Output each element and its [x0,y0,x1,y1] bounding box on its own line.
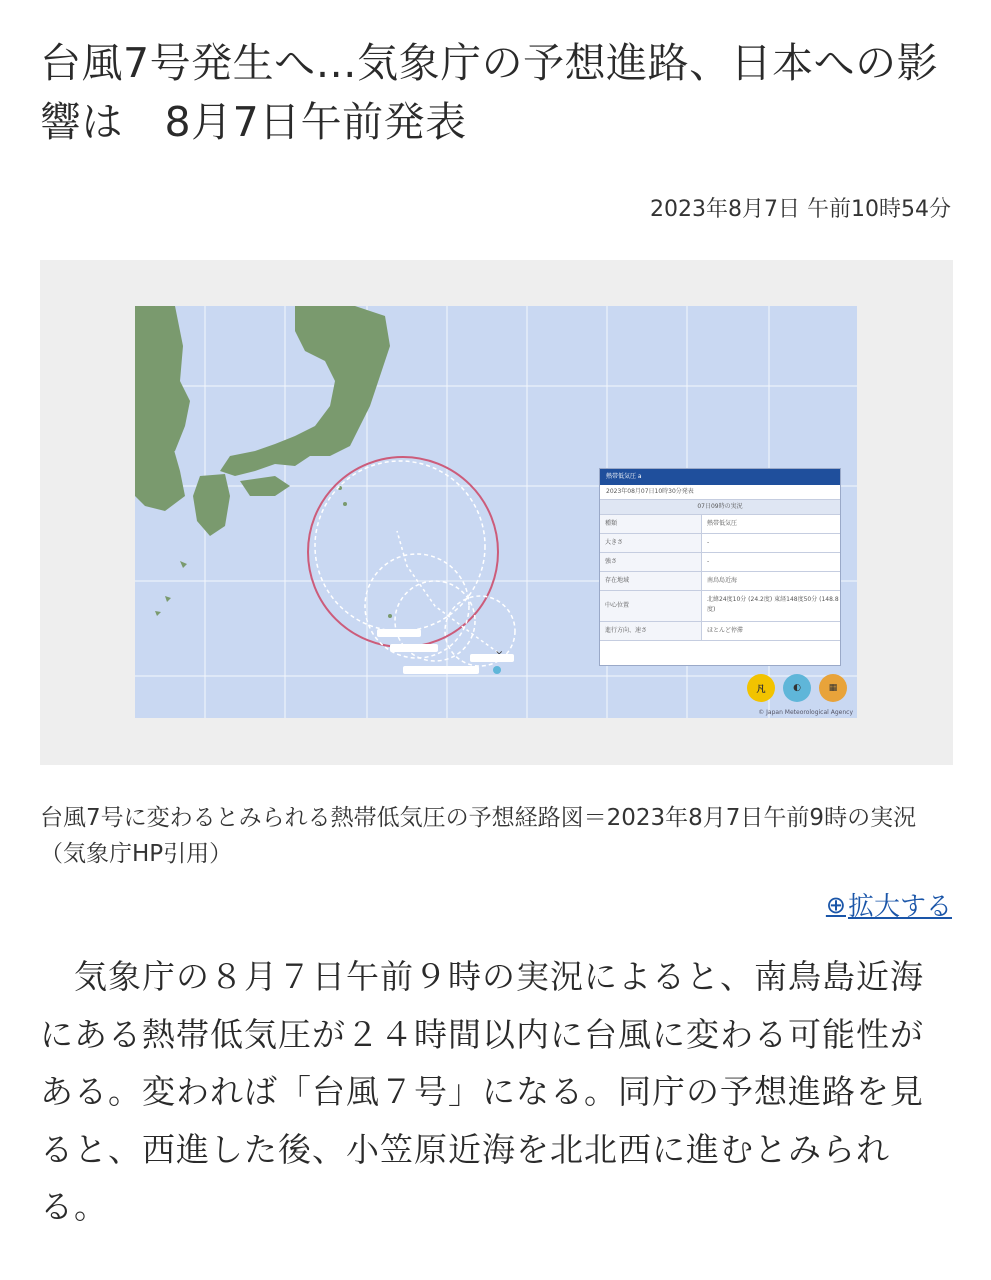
calendar-icon[interactable]: ▦ [819,674,847,702]
satellite-icon[interactable]: ◐ [783,674,811,702]
info-panel-title: 熱帯低気圧 a [600,469,840,485]
shikoku-landmass [240,476,290,496]
info-row [600,591,840,622]
kyushu-landmass [193,474,230,536]
info-value: ほとんど停滞 [707,627,744,634]
typhoon-forecast-map[interactable] [135,306,857,718]
info-value: 北緯24度10分 (24.2度) 東経148度50分 (148.8度) [707,596,839,613]
info-row [600,534,840,553]
publish-timestamp: 2023年8月7日 午前10時54分 [650,197,951,222]
info-key: 存在地域 [600,572,702,590]
typhoon-info-panel [599,468,841,666]
legend-icon[interactable]: 凡 [747,674,775,702]
info-row [600,622,840,641]
info-value: 南鳥島近海 [707,577,738,584]
info-panel-subtitle: 07日09時の実況 [600,500,840,515]
info-key: 種類 [600,515,702,533]
forecast-track [397,531,503,656]
info-row [600,515,840,534]
info-value: 熱帯低気圧 [707,520,738,527]
info-panel-date: 2023年08月07日10時30分発表 [600,485,840,500]
figure-container [40,260,953,765]
info-key: 中心位置 [600,591,702,621]
figure-caption: 台風7号に変わるとみられる熱帯低気圧の予想経路図＝2023年8月7日午前9時の実況（気象庁HP引用） [40,805,917,867]
info-value: - [707,558,710,565]
info-key: 進行方向、速さ [600,622,702,640]
enlarge-link[interactable] [826,886,952,923]
honshu-landmass [220,306,390,476]
track-labels [377,629,514,674]
map-credit: © Japan Meteorological Agency [758,709,853,716]
article-body: 気象庁の８月７日午前９時の実況によると、南鳥島近海にある熱帯低気圧が２４時間以内に台風に変わる可能性がある。変われば「台風７号」になる。同庁の予想進路を見ると、西進した後、小笠原近海を北北西に進むとみられる。 [40,957,924,1226]
enlarge-label: 拡大する [847,892,952,922]
info-key: 大きさ [600,534,702,552]
info-key: 強さ [600,553,702,571]
article-headline: 台風7号発生へ…気象庁の予想進路、日本への影響は 8月7日午前発表 [40,39,939,146]
ryukyu-islands [155,561,187,616]
info-row [600,553,840,572]
zoom-in-icon: ⊕ [825,890,846,919]
info-row [600,572,840,591]
info-value: - [707,539,710,546]
